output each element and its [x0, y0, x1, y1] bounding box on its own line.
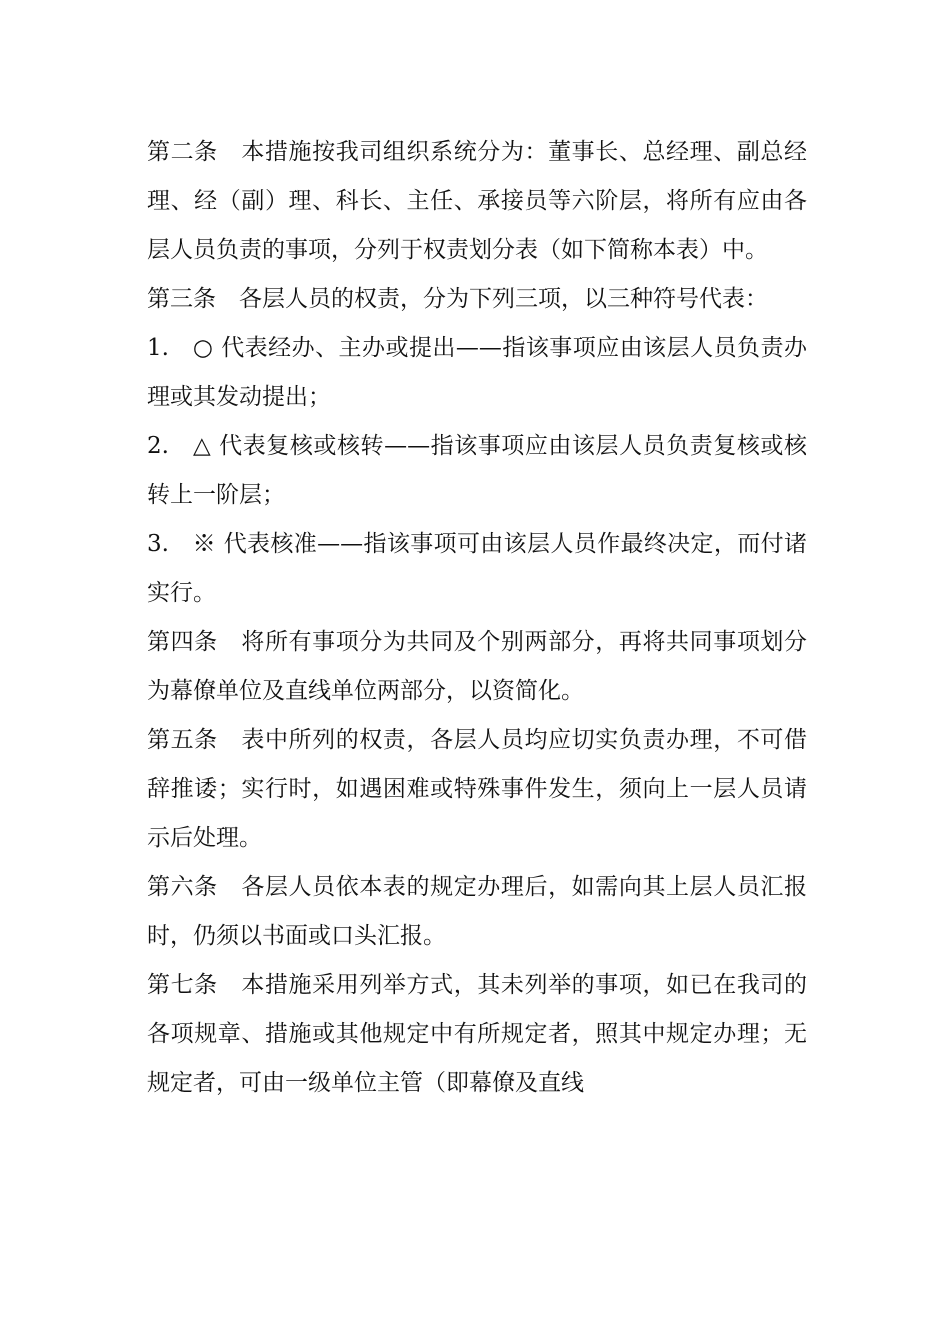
list-item-2: 2. △ 代表复核或核转——指该事项应由该层人员负责复核或核转上一阶层；	[147, 433, 807, 508]
article-6-paragraph: 第六条 各层人员依本表的规定办理后，如需向其上层人员汇报时，仍须以书面或口头汇报。	[147, 874, 807, 949]
list-item-3: 3. ※ 代表核准——指该事项可由该层人员作最终决定，而付诸实行。	[147, 531, 807, 606]
article-3-paragraph: 第三条 各层人员的权责，分为下列三项，以三种符号代表：	[147, 286, 768, 312]
article-2-paragraph: 第二条 本措施按我司组织系统分为：董事长、总经理、副总经理、经（副）理、科长、主任、承接员等六阶层，将所有应由各层人员负责的事项，分列于权责划分表（如下简称本表）中。	[147, 139, 807, 263]
document-page	[147, 128, 807, 1108]
article-4-paragraph: 第四条 将所有事项分为共同及个别两部分，再将共同事项划分为幕僚单位及直线单位两部分，以资简化。	[147, 629, 807, 704]
article-5-paragraph: 第五条 表中所列的权责，各层人员均应切实负责办理，不可借辞推诿；实行时，如遇困难或特殊事件发生，须向上一层人员请示后处理。	[147, 727, 807, 851]
article-7-paragraph: 第七条 本措施采用列举方式，其未列举的事项，如已在我司的各项规章、措施或其他规定中有所规定者，照其中规定办理；无规定者，可由一级单位主管（即幕僚及直线	[147, 972, 807, 1096]
list-item-1: 1. ○ 代表经办、主办或提出——指该事项应由该层人员负责办理或其发动提出；	[147, 335, 807, 410]
